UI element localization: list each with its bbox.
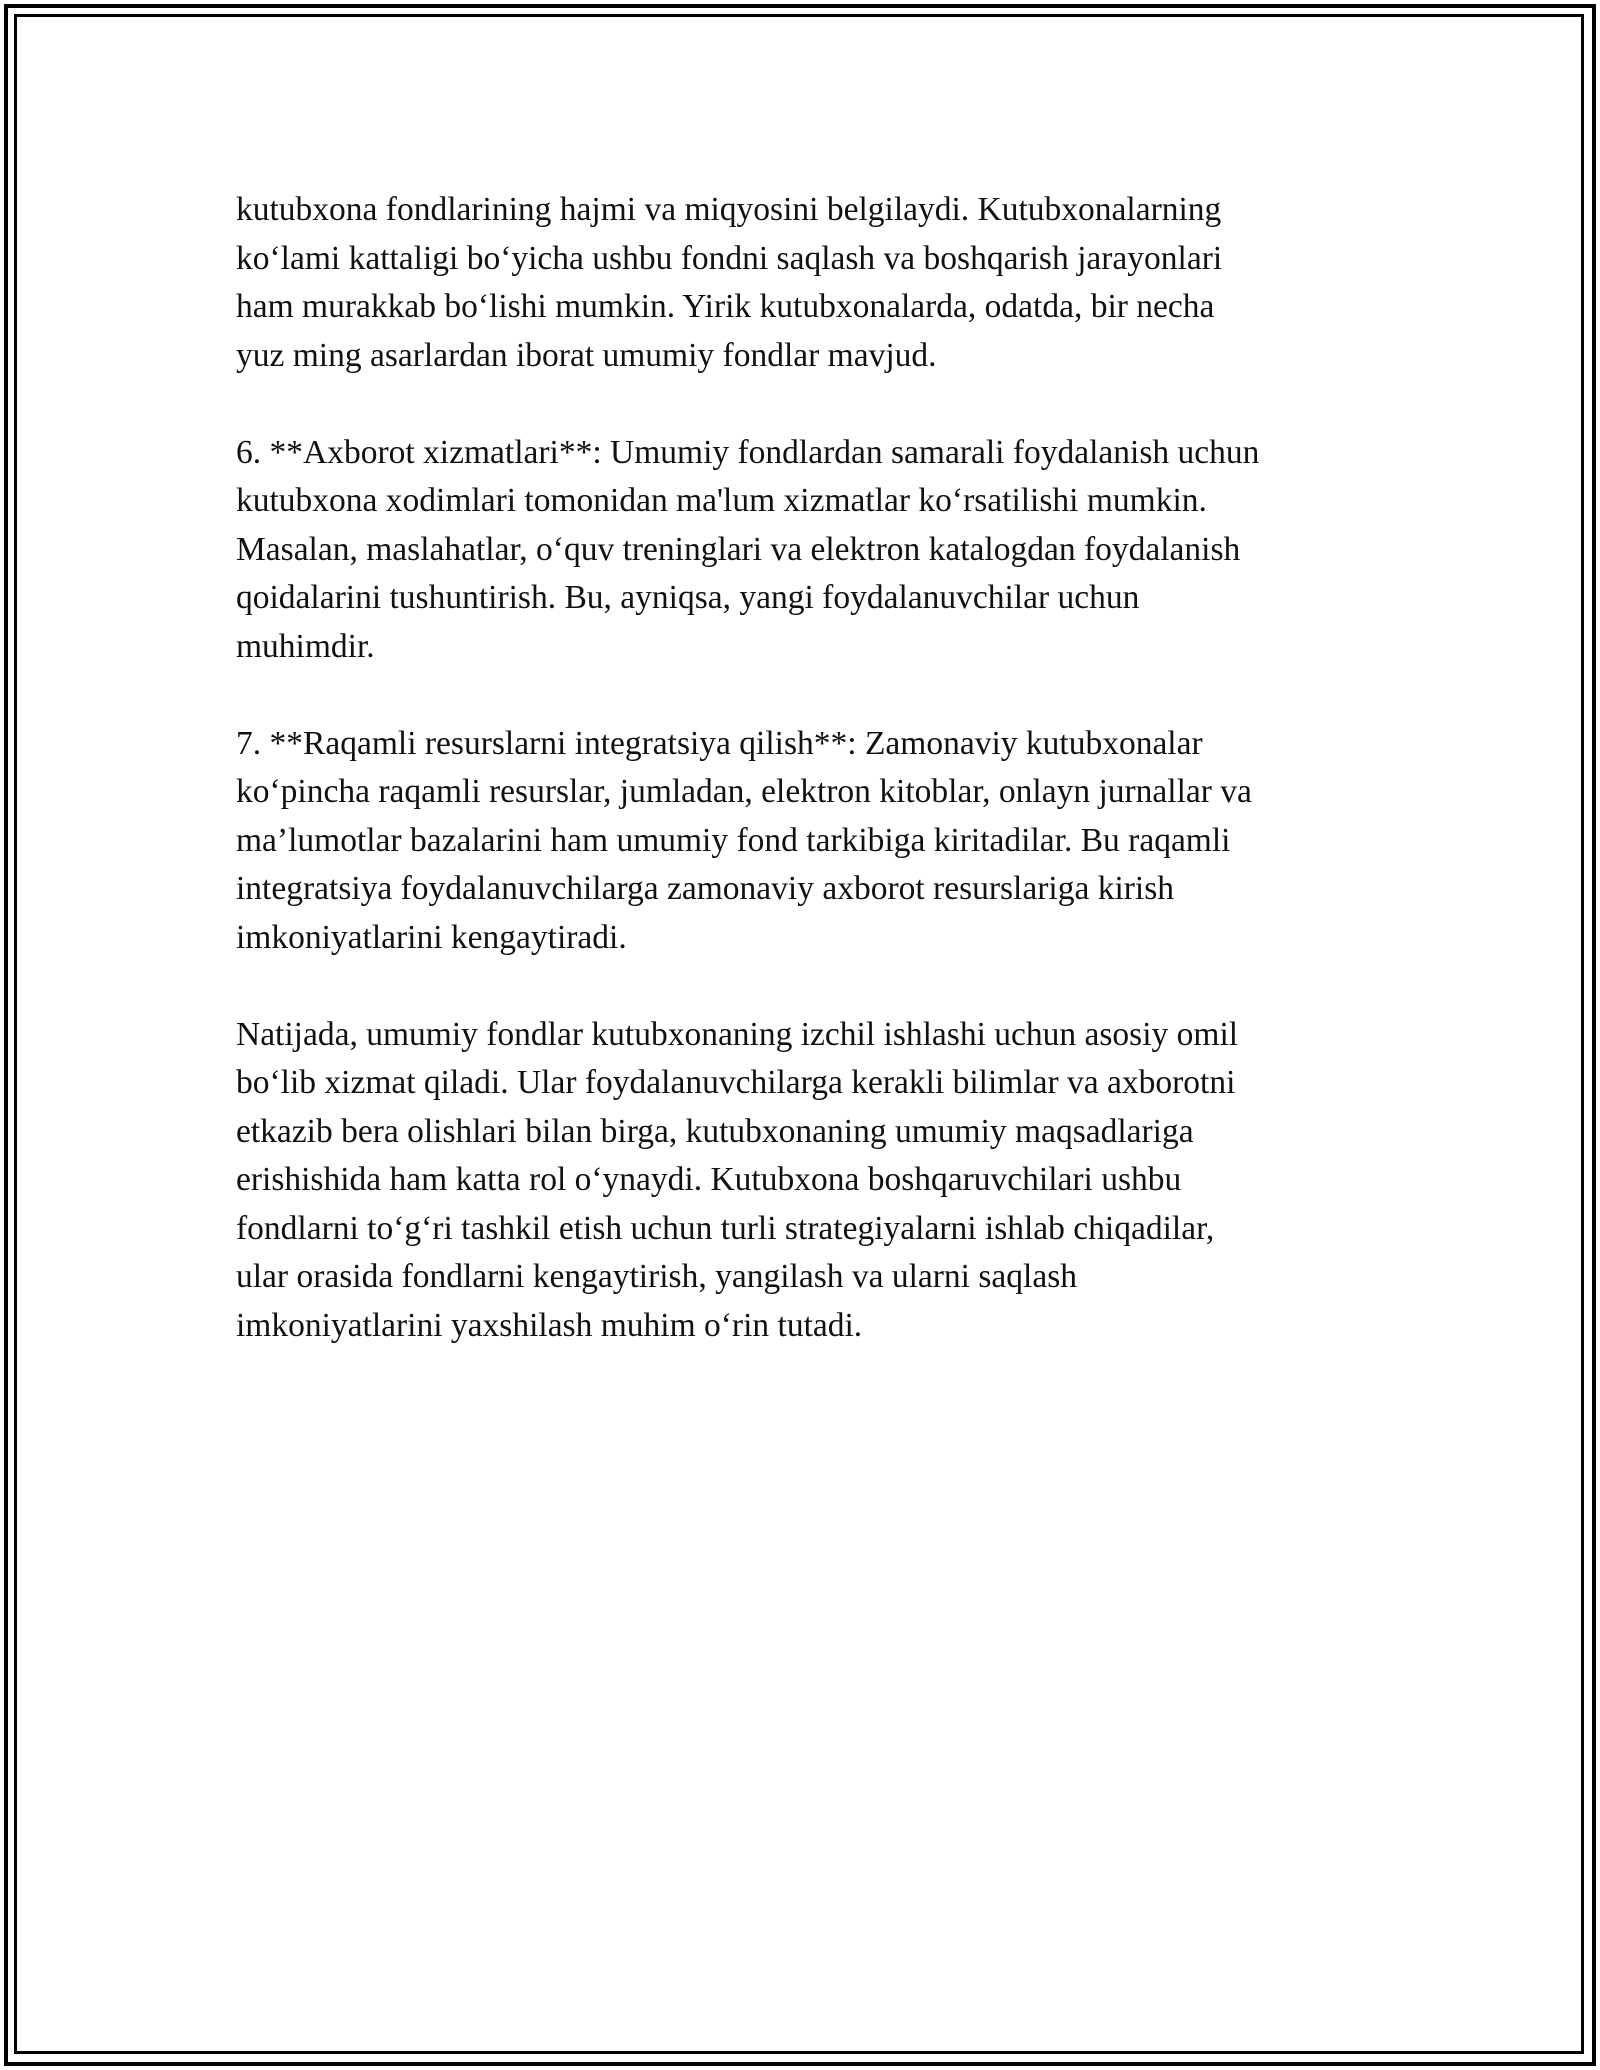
text-line: boʻlib xizmat qiladi. Ular foydalanuvchilarga kerakli bilimlar va axborotni bbox=[236, 1064, 1236, 1101]
text-line: ular orasida fondlarni kengaytirish, yangilash va ularni saqlash bbox=[236, 1258, 1077, 1295]
text-line: koʻpincha raqamli resurslar, jumladan, elektron kitoblar, onlayn jurnallar va bbox=[236, 773, 1252, 810]
text-line: fondlarni toʻgʻri tashkil etish uchun turli strategiyalarni ishlab chiqadilar, bbox=[236, 1209, 1215, 1247]
paragraph-fund-size bbox=[236, 186, 1416, 380]
text-line: 7. **Raqamli resurslarni integratsiya qilish**: Zamonaviy kutubxonalar bbox=[236, 724, 1203, 762]
text-line: qoidalarini tushuntirish. Bu, ayniqsa, yangi foydalanuvchilar uchun bbox=[236, 579, 1140, 616]
text-line: kutubxona fondlarining hajmi va miqyosini belgilaydi. Kutubxonalarning bbox=[236, 191, 1222, 228]
text-line: 6. **Axborot xizmatlari**: Umumiy fondlardan samarali foydalanish uchun bbox=[236, 433, 1260, 471]
text-line: Natijada, umumiy fondlar kutubxonaning izchil ishlashi uchun asosiy omil bbox=[236, 1015, 1239, 1053]
text-line: erishishida ham katta rol oʻynaydi. Kutubxona boshqaruvchilari ushbu bbox=[236, 1161, 1182, 1198]
text-line: Masalan, maslahatlar, oʻquv treninglari va elektron katalogdan foydalanish bbox=[236, 530, 1241, 568]
text-line: yuz ming asarlardan iborat umumiy fondlar mavjud. bbox=[236, 336, 937, 374]
text-line: integratsiya foydalanuvchilarga zamonaviy axborot resurslariga kirish bbox=[236, 870, 1174, 907]
text-line: kutubxona xodimlari tomonidan ma'lum xizmatlar koʻrsatilishi mumkin. bbox=[236, 482, 1207, 519]
paragraph-digital-resources bbox=[236, 720, 1416, 963]
paragraph-conclusion bbox=[236, 1011, 1416, 1351]
text-line: koʻlami kattaligi boʻyicha ushbu fondni saqlash va boshqarish jarayonlari bbox=[236, 239, 1223, 277]
text-line: etkazib bera olishlari bilan birga, kutubxonaning umumiy maqsadlariga bbox=[236, 1112, 1194, 1150]
text-line: ham murakkab boʻlishi mumkin. Yirik kutubxonalarda, odatda, bir necha bbox=[236, 288, 1215, 325]
paragraph-information-services bbox=[236, 429, 1416, 672]
text-line: imkoniyatlarini kengaytiradi. bbox=[236, 918, 627, 956]
text-line: muhimdir. bbox=[236, 627, 375, 665]
document-body bbox=[236, 186, 1416, 1399]
text-line: imkoniyatlarini yaxshilash muhim oʻrin tutadi. bbox=[236, 1306, 863, 1344]
text-line: ma’lumotlar bazalarini ham umumiy fond tarkibiga kiritadilar. Bu raqamli bbox=[236, 821, 1231, 859]
